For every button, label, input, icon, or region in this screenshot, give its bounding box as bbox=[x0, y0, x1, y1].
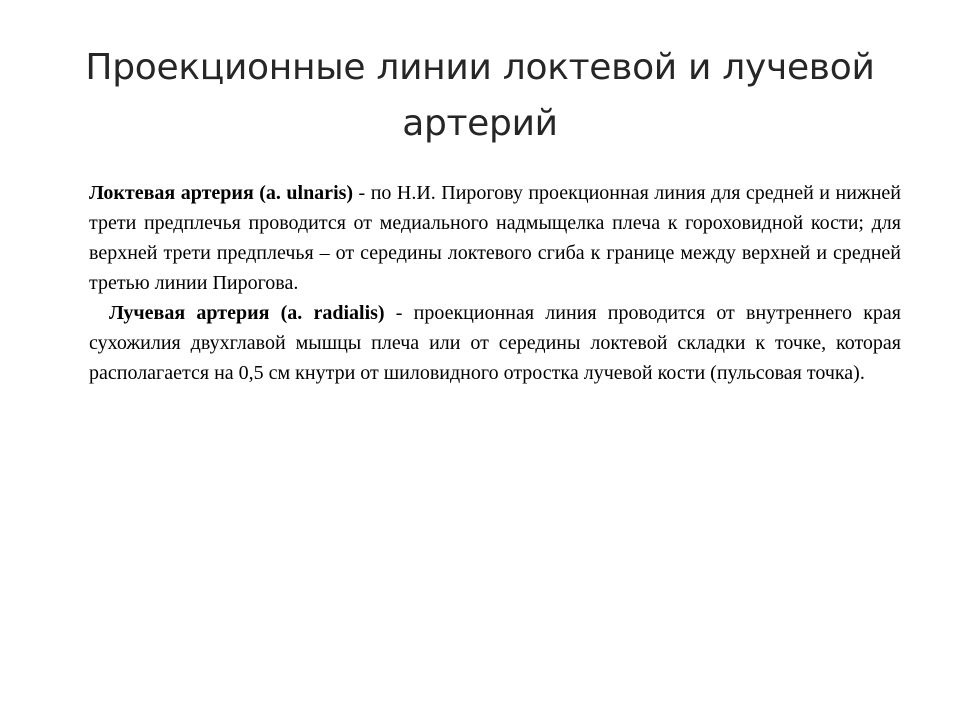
slide-body bbox=[89, 178, 901, 388]
paragraph-ulnar-artery-text: - по Н.И. Пирогову проекционная линия для средней и нижней трети предплечья проводится от медиального надмыщелка плеча к гороховидной кости; для верхней трети предплечья – от середины локтевого сгиба к границе между верхней и средней третью линии Пирогова. bbox=[89, 182, 901, 294]
term-ulnar-artery: Локтевая артерия (a. ulnaris) bbox=[89, 182, 354, 204]
paragraph-radial-artery-text: - проекционная линия проводится от внутреннего края сухожилия двухглавой мышцы плеча или от середины локтевой складки к точке, которая располагается на 0,5 см кнутри от шиловидного отростка лучевой кости (пульсовая точка). bbox=[89, 302, 901, 384]
slide-title: Проекционные линии локтевой и лучевой артерий bbox=[85, 47, 875, 144]
term-radial-artery: Лучевая артерия (a. radialis) bbox=[109, 302, 385, 324]
paragraph-ulnar-artery bbox=[89, 178, 901, 298]
paragraph-radial-artery bbox=[89, 298, 901, 388]
